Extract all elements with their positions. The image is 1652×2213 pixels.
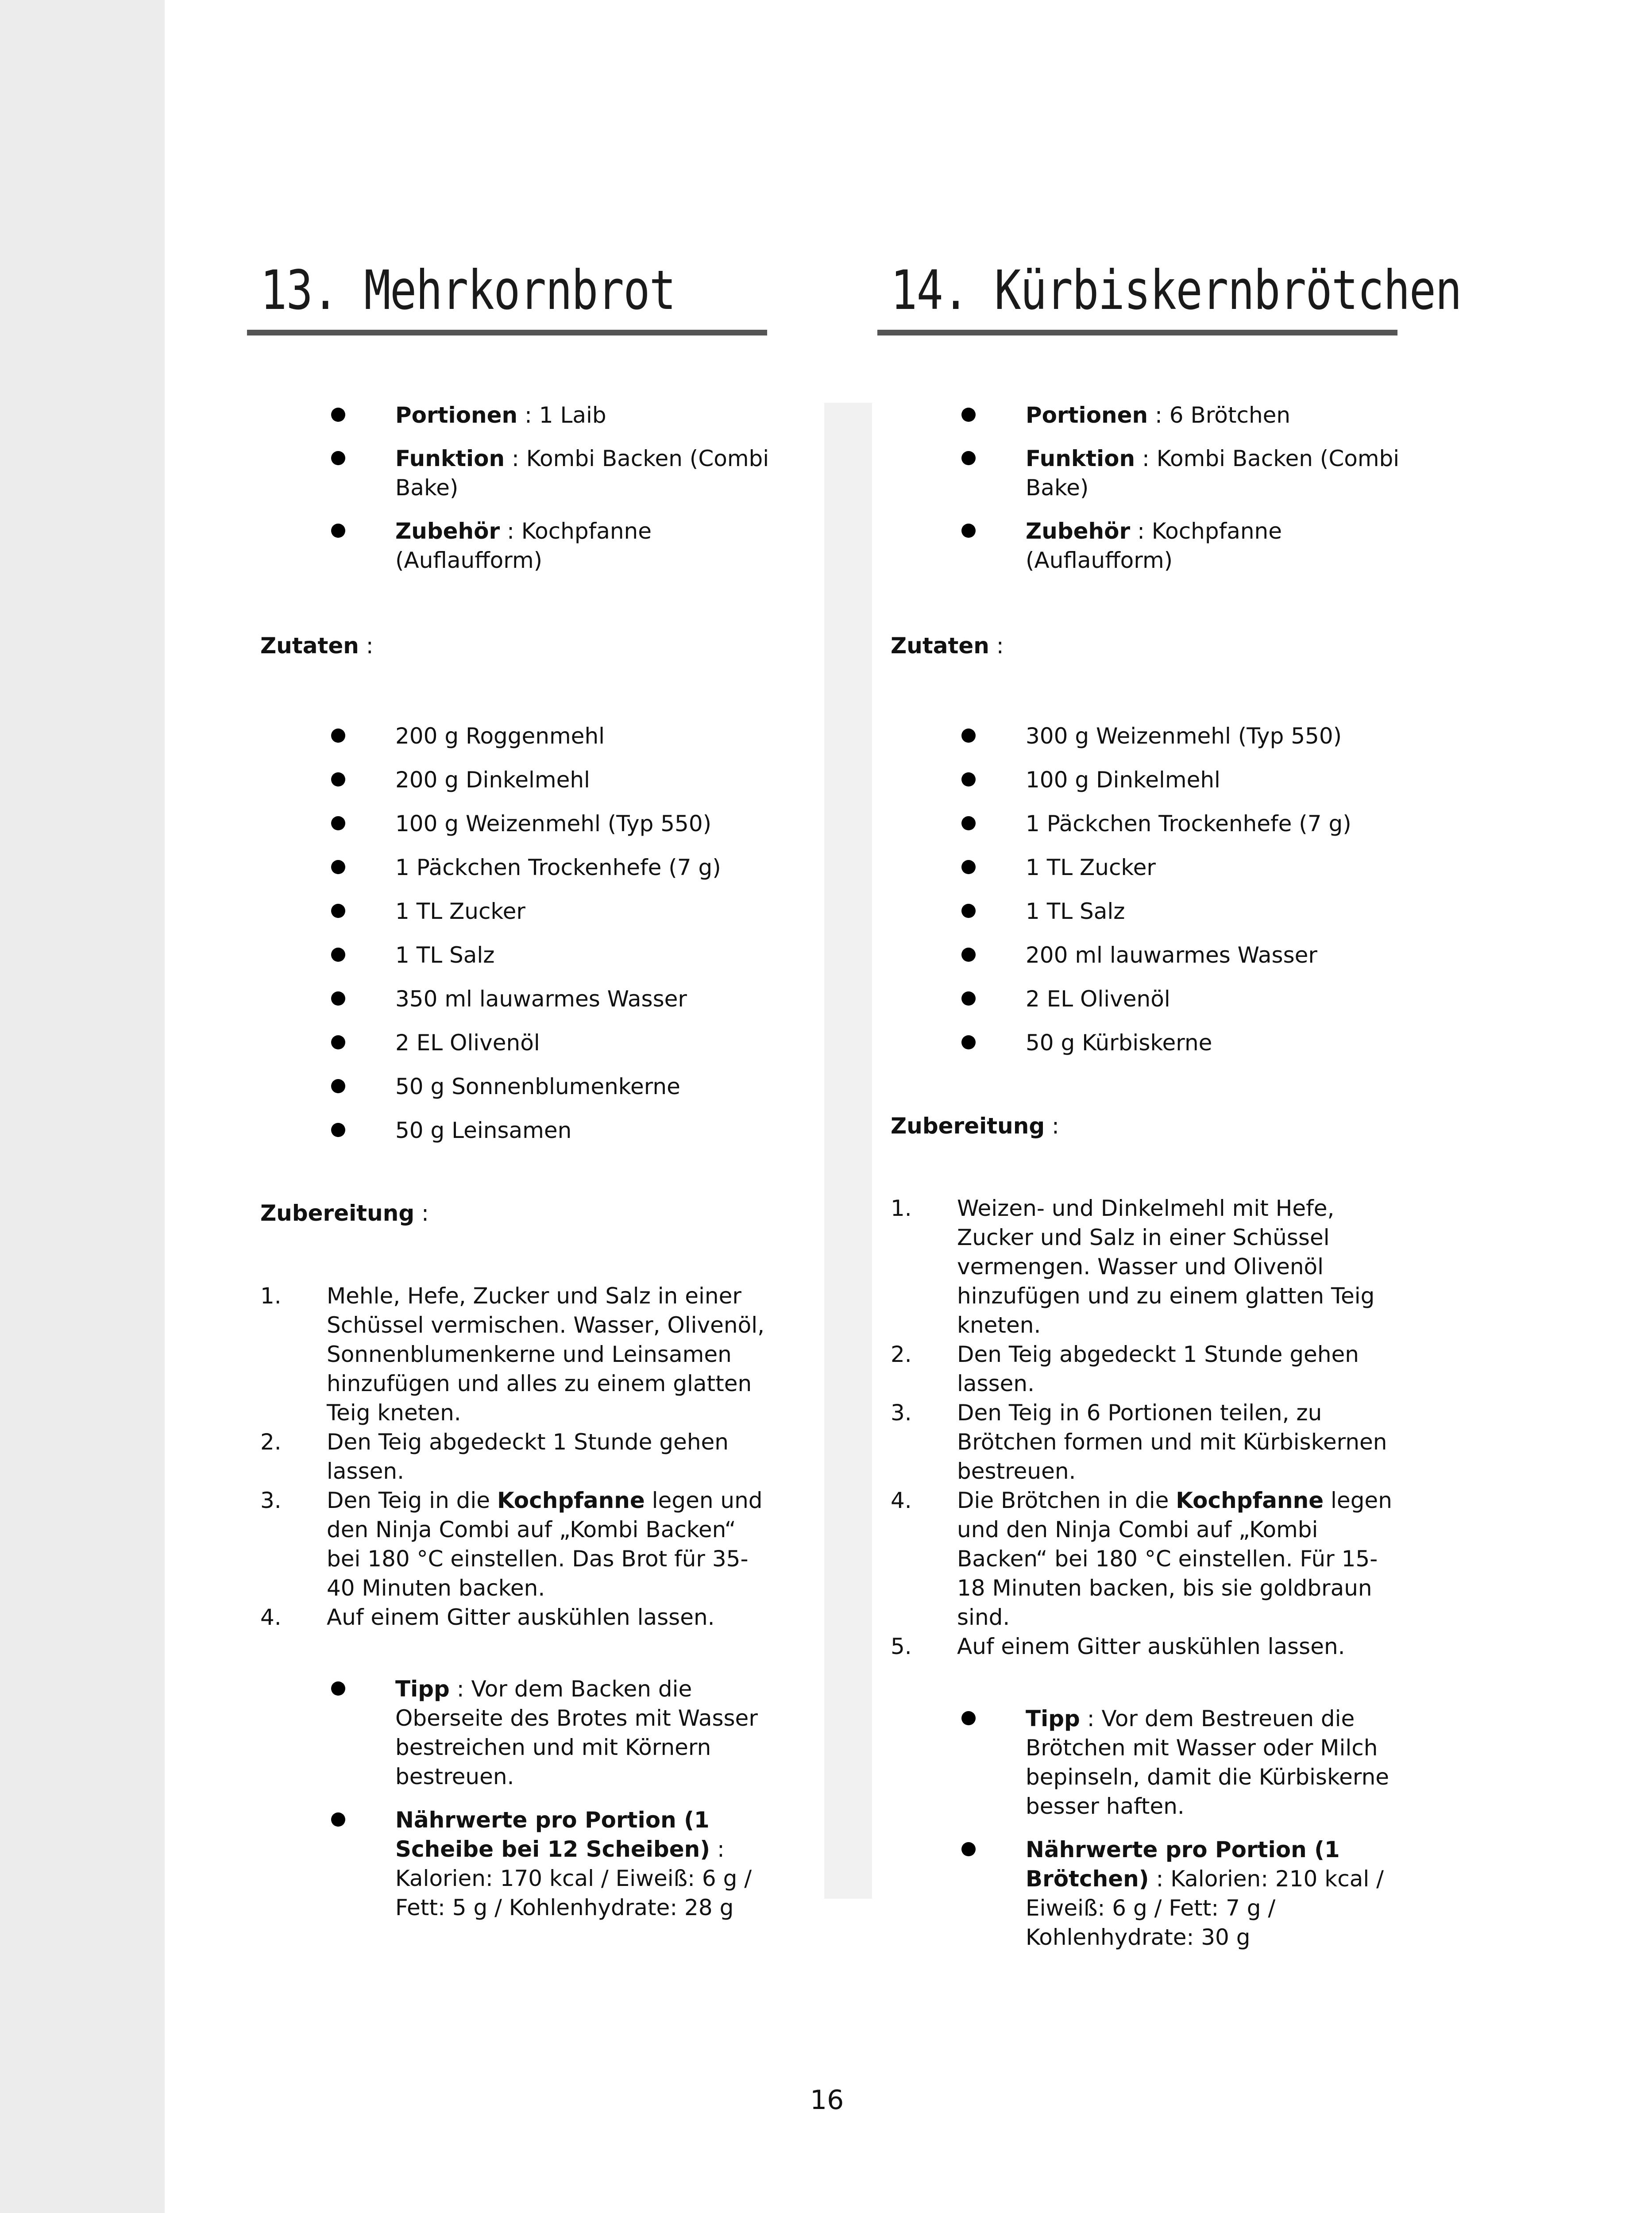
ingredient-item [877, 721, 1400, 751]
title-underline [247, 330, 767, 335]
bullet-icon [961, 991, 976, 1006]
ingredient-text: 200 g Dinkelmehl [395, 767, 590, 793]
page-number: 16 [810, 2085, 844, 2116]
step-text: Den Teig abgedeckt 1 Stunde gehen lassen. [957, 1342, 1359, 1396]
note-tip: Tipp : Vor dem Bestreuen die Brötchen mit Wasser oder Milch bepinseln, damit die Kürbiskerne besser haften. [877, 1704, 1400, 1821]
note-tip: Tipp : Vor dem Backen die Oberseite des Brotes mit Wasser bestreichen und mit Körnern bestreuen. [247, 1674, 769, 1791]
step-number: 1. [260, 1283, 282, 1309]
step-text: Weizen- und Dinkelmehl mit Hefe, Zucker und Salz in einer Schüssel vermengen. Wasser und Olivenöl hinzufügen und zu einem glatten Teig kneten. [957, 1195, 1375, 1338]
bullet-icon [961, 948, 976, 962]
step-text: Den Teig in die [327, 1488, 497, 1513]
bullet-icon [961, 1035, 976, 1049]
step-text: legen und den Ninja Combi auf „Kombi Backen“ bei 180 °C einstellen. Für 15-18 Minuten backen, bis sie goldbraun sind. [957, 1488, 1392, 1630]
bullet-icon [961, 729, 976, 743]
recipe-meta-list [877, 401, 1400, 589]
ingredient-item [247, 721, 769, 751]
ingredient-text: 50 g Kürbiskerne [1026, 1030, 1212, 1056]
bullet-icon [961, 1842, 976, 1856]
ingredient-item [247, 1072, 769, 1101]
step-item [260, 1486, 769, 1603]
steps-heading: Zubereitung : [891, 1113, 1059, 1139]
steps-heading: Zubereitung : [260, 1200, 429, 1226]
step-item [260, 1281, 769, 1427]
step-text: Auf einem Gitter auskühlen lassen. [327, 1604, 715, 1630]
ingredient-text: 100 g Weizenmehl (Typ 550) [395, 811, 712, 837]
ingredient-text: 2 EL Olivenöl [395, 1030, 540, 1056]
bullet-icon [331, 524, 345, 538]
bullet-icon [961, 816, 976, 830]
ingredient-text: 200 ml lauwarmes Wasser [1026, 942, 1317, 968]
step-item [891, 1486, 1400, 1632]
ingredient-text: 1 TL Zucker [1026, 855, 1156, 880]
step-text: legen und den Ninja Combi auf „Kombi Backen“ bei 180 °C einstellen. Das Brot für 35-40 Minuten backen. [327, 1488, 763, 1601]
ingredient-item [877, 765, 1400, 794]
recipe-title: 13. Mehrkornbrot [260, 259, 675, 322]
step-item [891, 1194, 1400, 1340]
ingredient-text: 1 Päckchen Trockenhefe (7 g) [395, 855, 721, 880]
step-item [260, 1427, 769, 1486]
bullet-icon [331, 860, 345, 874]
ingredient-item [247, 765, 769, 794]
recipe-meta-list [247, 401, 769, 589]
step-text: Auf einem Gitter auskühlen lassen. [957, 1634, 1345, 1659]
bullet-icon [331, 772, 345, 787]
step-text: Den Teig in 6 Portionen teilen, zu Brötchen formen und mit Kürbiskernen bestreuen. [957, 1400, 1387, 1484]
ingredient-text: 1 Päckchen Trockenhefe (7 g) [1026, 811, 1351, 837]
ingredient-item [877, 984, 1400, 1014]
column-gutter [824, 403, 872, 1899]
bullet-icon [331, 1812, 345, 1827]
ingredient-item [877, 853, 1400, 882]
ingredient-text: 50 g Sonnenblumenkerne [395, 1074, 680, 1099]
bullet-icon [961, 860, 976, 874]
step-text: Den Teig abgedeckt 1 Stunde gehen lassen. [327, 1429, 729, 1484]
ingredient-item [247, 984, 769, 1014]
ingredients-list [247, 721, 769, 1160]
ingredient-text: 2 EL Olivenöl [1026, 986, 1170, 1012]
steps-list [891, 1194, 1400, 1661]
ingredient-item [247, 941, 769, 970]
ingredient-item [877, 1028, 1400, 1057]
bullet-icon [961, 1711, 976, 1725]
meta-item-accessory: Zubehör : Kochpfanne (Auflaufform) [247, 517, 769, 575]
bullet-icon [331, 1123, 345, 1137]
ingredients-heading: Zutaten : [891, 633, 1004, 659]
step-number: 1. [891, 1195, 912, 1221]
step-text: Mehle, Hefe, Zucker und Salz in einer Schüssel vermischen. Wasser, Olivenöl, Sonnenblumenkerne und Leinsamen hinzufügen und alles zu einem glatten Teig kneten. [327, 1283, 764, 1426]
meta-item-accessory: Zubehör : Kochpfanne (Auflaufform) [877, 517, 1400, 575]
step-number: 4. [260, 1604, 282, 1630]
step-number: 5. [891, 1634, 912, 1659]
ingredient-text: 1 TL Salz [1026, 898, 1125, 924]
meta-item-function: Funktion : Kombi Backen (Combi Bake) [877, 444, 1400, 502]
ingredient-item [247, 809, 769, 838]
ingredient-item [247, 1116, 769, 1145]
step-number: 3. [891, 1400, 912, 1426]
bullet-icon [961, 904, 976, 918]
ingredient-item [247, 1028, 769, 1057]
step-number: 2. [891, 1342, 912, 1367]
bullet-icon [331, 904, 345, 918]
ingredient-item [877, 941, 1400, 970]
ingredient-item [877, 897, 1400, 926]
bullet-icon [961, 524, 976, 538]
bullet-icon [961, 408, 976, 422]
bullet-icon [331, 1681, 345, 1696]
ingredient-text: 200 g Roggenmehl [395, 723, 605, 749]
ingredients-heading: Zutaten : [260, 633, 374, 659]
steps-list [260, 1281, 769, 1632]
step-text: Die Brötchen in die [957, 1488, 1176, 1513]
bullet-icon [961, 451, 976, 465]
ingredient-text: 300 g Weizenmehl (Typ 550) [1026, 723, 1342, 749]
bullet-icon [331, 1079, 345, 1093]
bullet-icon [331, 816, 345, 830]
step-item [891, 1398, 1400, 1486]
recipe-title: 14. Kürbiskernbrötchen [891, 259, 1461, 322]
note-nutrition: Nährwerte pro Portion (1 Scheibe bei 12 Scheiben) : Kalorien: 170 kcal / Eiweiß: 6 g / Fett: 5 g / Kohlenhydrate: 28 g [247, 1805, 769, 1922]
bullet-icon [331, 948, 345, 962]
page-side-strip [0, 0, 165, 2213]
bullet-icon [331, 729, 345, 743]
ingredient-item [247, 897, 769, 926]
meta-item-portions: Portionen : 1 Laib [247, 401, 769, 430]
ingredient-item [877, 809, 1400, 838]
ingredient-text: 50 g Leinsamen [395, 1118, 572, 1143]
step-item [260, 1603, 769, 1632]
step-text-bold: Kochpfanne [497, 1488, 645, 1513]
ingredients-list [877, 721, 1400, 1072]
step-item [891, 1632, 1400, 1661]
bullet-icon [331, 1035, 345, 1049]
bullet-icon [961, 772, 976, 787]
note-nutrition: Nährwerte pro Portion (1 Brötchen) : Kalorien: 210 kcal / Eiweiß: 6 g / Fett: 7 g / Kohlenhydrate: 30 g [877, 1835, 1400, 1952]
step-text-bold: Kochpfanne [1176, 1488, 1324, 1513]
step-number: 4. [891, 1488, 912, 1513]
title-underline [877, 330, 1397, 335]
ingredient-text: 350 ml lauwarmes Wasser [395, 986, 687, 1012]
notes-list [247, 1674, 769, 1936]
bullet-icon [331, 991, 345, 1006]
notes-list [877, 1704, 1400, 1966]
step-number: 2. [260, 1429, 282, 1455]
ingredient-text: 100 g Dinkelmehl [1026, 767, 1220, 793]
ingredient-item [247, 853, 769, 882]
meta-item-function: Funktion : Kombi Backen (Combi Bake) [247, 444, 769, 502]
meta-item-portions: Portionen : 6 Brötchen [877, 401, 1400, 430]
bullet-icon [331, 451, 345, 465]
ingredient-text: 1 TL Zucker [395, 898, 525, 924]
bullet-icon [331, 408, 345, 422]
ingredient-text: 1 TL Salz [395, 942, 495, 968]
step-number: 3. [260, 1488, 282, 1513]
step-item [891, 1340, 1400, 1398]
